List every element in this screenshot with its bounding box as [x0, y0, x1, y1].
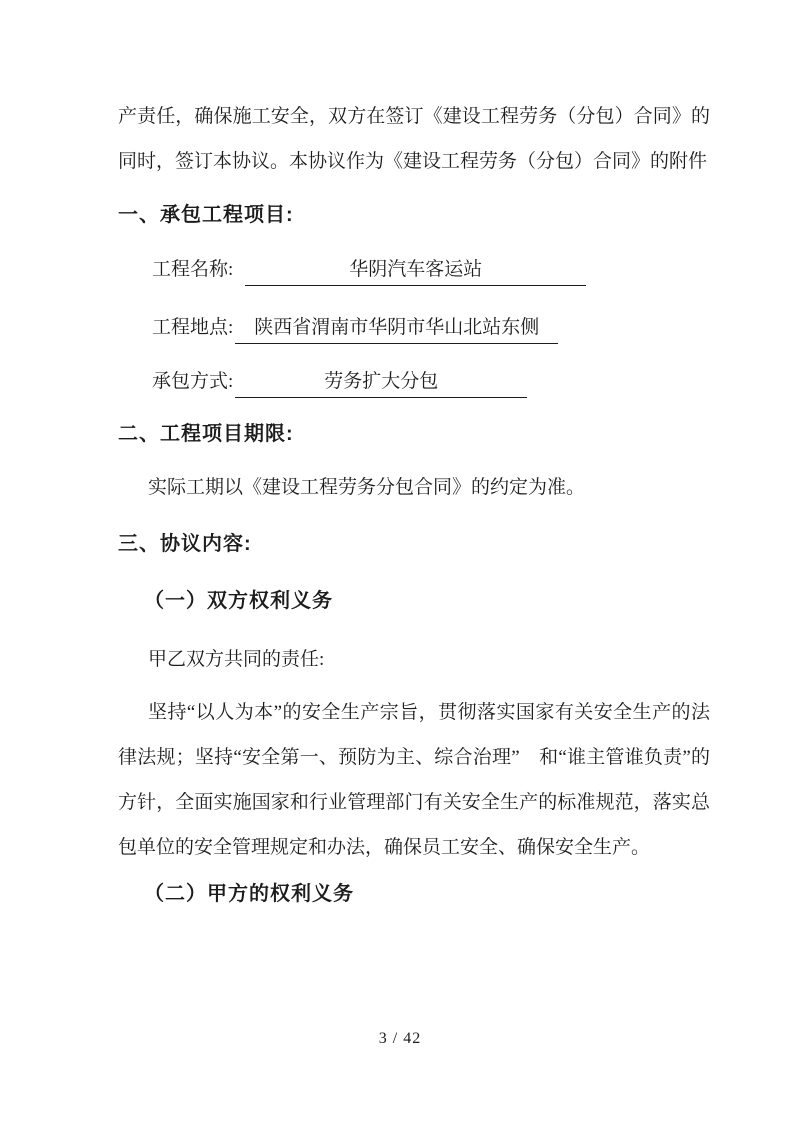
field-contract-mode [152, 359, 710, 404]
section1-heading: 一、承包工程项目: [118, 204, 294, 226]
section3-heading: 三、协议内容: [118, 533, 252, 555]
project-location-label: 工程地点: [152, 317, 234, 338]
project-name-label: 工程名称: [152, 259, 234, 280]
subsection1-lead: 甲乙双方共同的责任: [148, 649, 325, 670]
section2-heading: 二、工程项目期限: [118, 423, 294, 445]
contract-mode-value: 劳务扩大分包 [235, 367, 527, 398]
project-location-value: 陕西省渭南市华阴市华山北站东侧 [235, 313, 558, 344]
subsection1-heading: （一）双方权利义务 [144, 590, 333, 612]
subsection1-body: 坚持“以人为本”的安全生产宗旨，贯彻落实国家有关安全生产的法律法规；坚持“安全第一、预防为主、综合治理” 和“谁主管谁负责”的方针，全面实施国家和行业管理部门有关安全生产的标准规范，落实总包单位的安全管理规定和办法，确保员工安全、确保安全生产。 [118, 702, 710, 858]
page-number-indicator: 3 / 42 [378, 1030, 422, 1047]
subsection2-heading: （二）甲方的权利义务 [144, 883, 354, 905]
continuation-paragraph: 产责任，确保施工安全，双方在签订《建设工程劳务（分包）合同》的同时，签订本协议。本协议作为《建设工程劳务（分包）合同》的附件 [118, 106, 710, 172]
project-name-value: 华阴汽车客运站 [245, 255, 586, 286]
contract-mode-label: 承包方式: [152, 371, 234, 392]
section2-body: 实际工期以《建设工程劳务分包合同》的约定为准。 [148, 477, 586, 498]
field-project-location [152, 305, 710, 350]
field-project-name [152, 247, 710, 292]
